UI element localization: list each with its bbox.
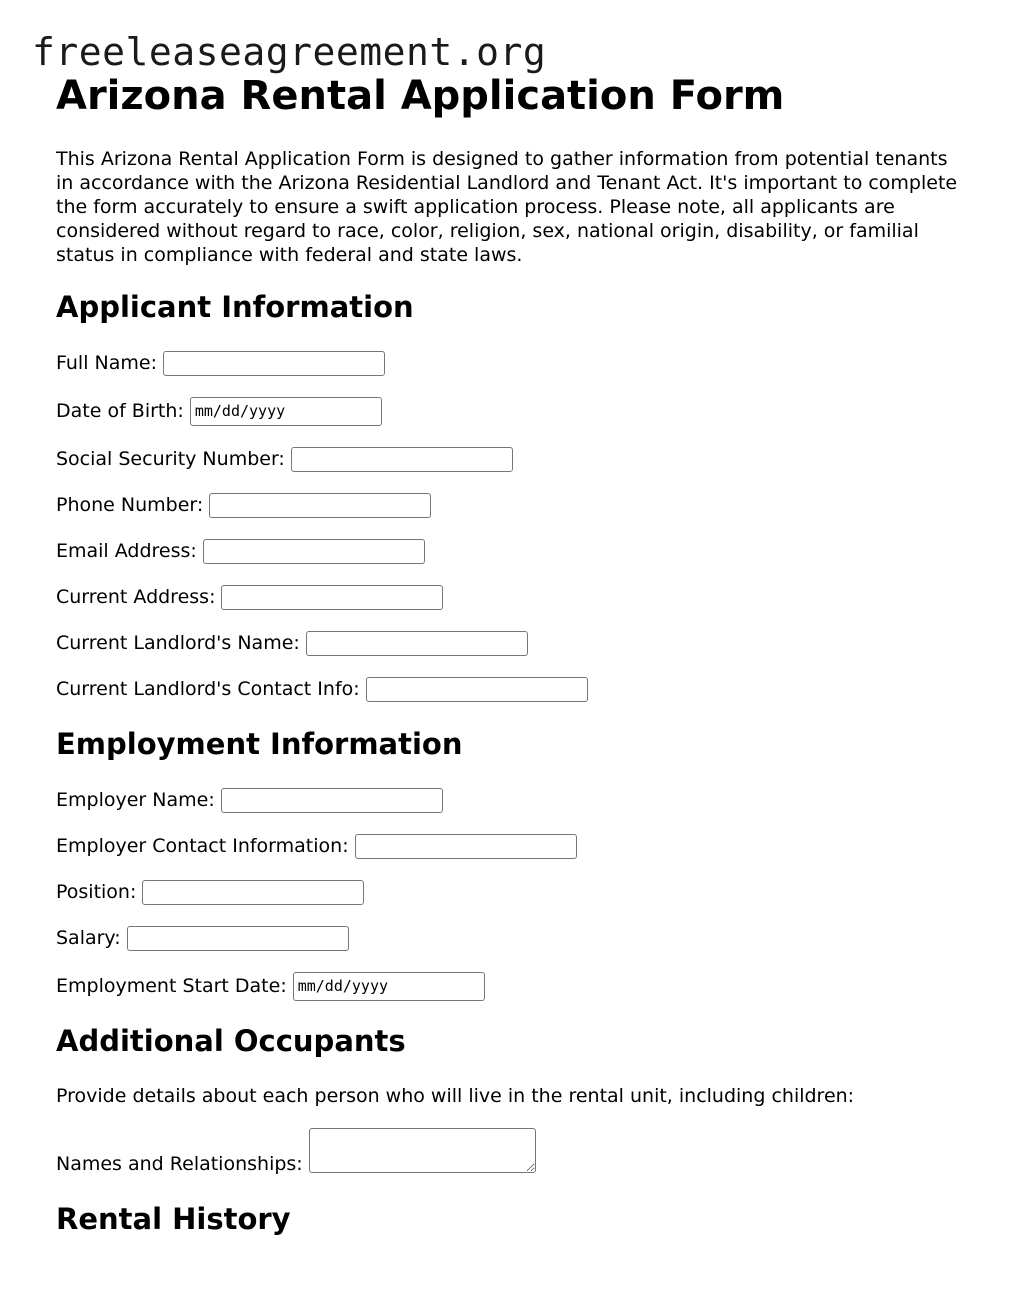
salary-row: [56, 923, 349, 953]
phone-input[interactable]: [209, 493, 431, 518]
employer-contact-label: Employer Contact Information:: [56, 835, 349, 857]
occupants-section-heading: Additional Occupants: [56, 1024, 406, 1058]
full-name-label: Full Name:: [56, 352, 157, 374]
employer-name-label: Employer Name:: [56, 789, 215, 811]
phone-label: Phone Number:: [56, 494, 204, 516]
landlord-name-row: [56, 628, 528, 658]
site-watermark: freeleaseagreement.org: [32, 30, 547, 74]
employment-section-heading: Employment Information: [56, 727, 463, 761]
occupants-names-row: [56, 1128, 536, 1173]
position-label: Position:: [56, 881, 137, 903]
employer-name-row: [56, 785, 443, 815]
start-date-row: [56, 971, 485, 1001]
address-row: [56, 582, 443, 612]
occupants-names-textarea[interactable]: [309, 1128, 536, 1173]
position-input[interactable]: [142, 880, 364, 905]
start-date-input[interactable]: [293, 972, 485, 1001]
landlord-contact-row: [56, 674, 588, 704]
ssn-label: Social Security Number:: [56, 448, 285, 470]
start-date-label: Employment Start Date:: [56, 975, 287, 997]
email-input[interactable]: [203, 539, 425, 564]
intro-paragraph: This Arizona Rental Application Form is designed to gather information from potential tenants in accordance with the Arizona Residential Landlord and Tenant Act. It's important to complete the form accurately to ensure a swift application process. Please note, all applicants are considered without regard to race, color, religion, sex, national origin, disability, or familial status in compliance with federal and state laws.: [56, 148, 958, 266]
full-name-input[interactable]: [163, 351, 385, 376]
occupants-note: Provide details about each person who will live in the rental unit, including children:: [56, 1085, 855, 1107]
email-label: Email Address:: [56, 540, 197, 562]
landlord-name-input[interactable]: [306, 631, 528, 656]
full-name-row: [56, 348, 385, 378]
dob-label: Date of Birth:: [56, 400, 184, 422]
employer-contact-input[interactable]: [355, 834, 577, 859]
landlord-name-label: Current Landlord's Name:: [56, 632, 300, 654]
employer-contact-row: [56, 831, 577, 861]
ssn-input[interactable]: [291, 447, 513, 472]
ssn-row: [56, 444, 513, 474]
salary-label: Salary:: [56, 927, 121, 949]
position-row: [56, 877, 364, 907]
landlord-contact-input[interactable]: [366, 677, 588, 702]
page-title: Arizona Rental Application Form: [56, 73, 785, 119]
landlord-contact-label: Current Landlord's Contact Info:: [56, 678, 360, 700]
employer-name-input[interactable]: [221, 788, 443, 813]
occupants-names-label: Names and Relationships:: [56, 1153, 303, 1175]
email-row: [56, 536, 425, 566]
address-input[interactable]: [221, 585, 443, 610]
address-label: Current Address:: [56, 586, 216, 608]
salary-input[interactable]: [127, 926, 349, 951]
dob-row: [56, 396, 382, 426]
rental-history-section-heading: Rental History: [56, 1202, 291, 1236]
applicant-section-heading: Applicant Information: [56, 290, 414, 324]
phone-row: [56, 490, 431, 520]
dob-input[interactable]: [190, 397, 382, 426]
